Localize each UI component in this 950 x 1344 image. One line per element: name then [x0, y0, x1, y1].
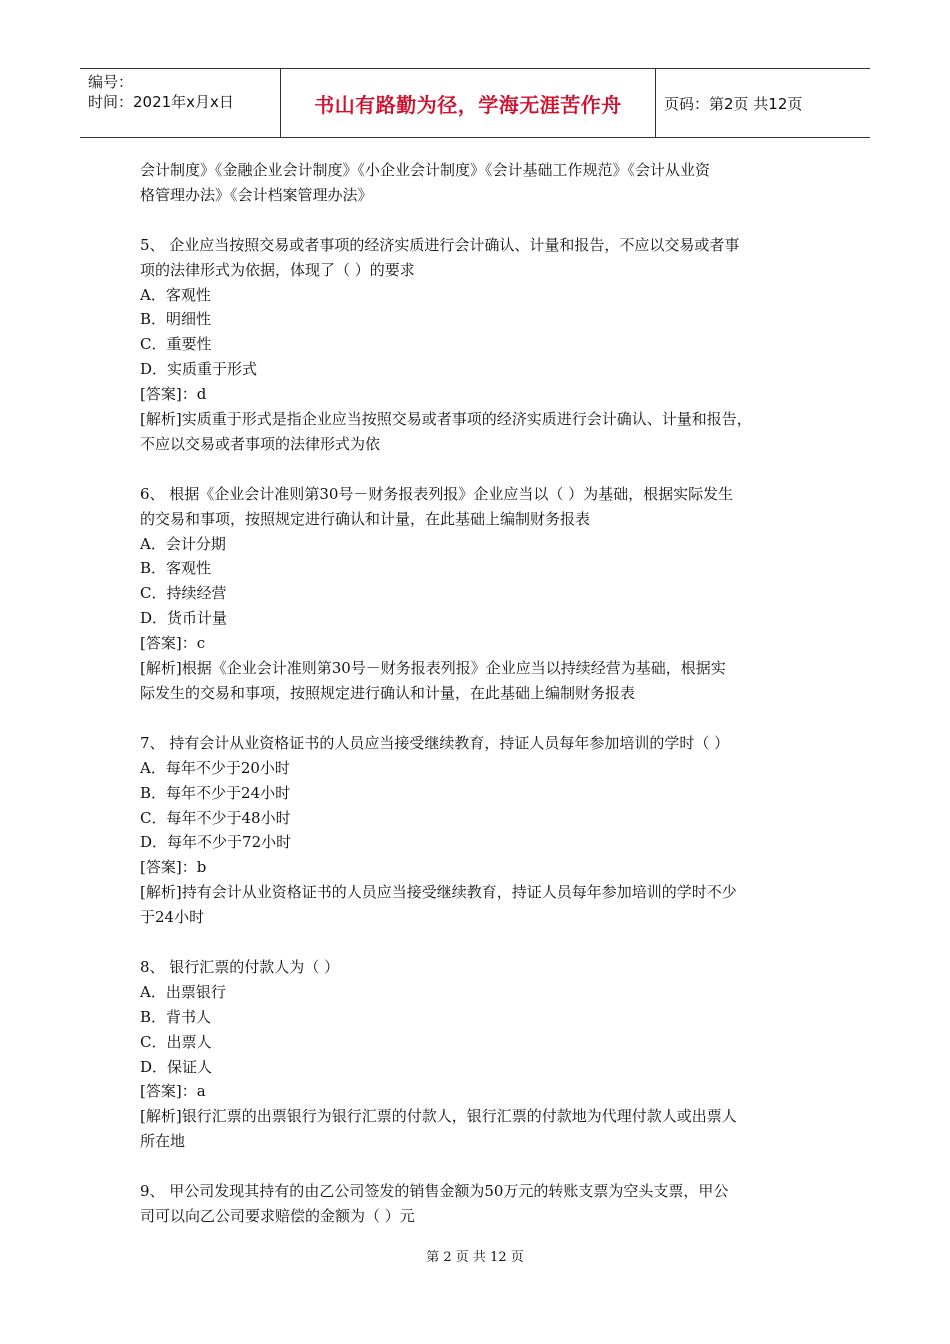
text-line: C．重要性 — [140, 335, 212, 354]
text-line: A．每年不少于20小时 — [140, 758, 290, 777]
text-line: [解析]根据《企业会计准则第30号－财务报表列报》企业应当以持续经营为基础，根据实 — [140, 659, 726, 678]
text-line: D．每年不少于72小时 — [140, 833, 292, 852]
text-line: 的交易和事项，按照规定进行确认和计量，在此基础上编制财务报表 — [140, 509, 591, 528]
paragraph-gap — [140, 208, 820, 233]
text-line: 际发生的交易和事项，按照规定进行确认和计量，在此基础上编制财务报表 — [140, 684, 636, 702]
page-header — [80, 68, 870, 138]
text-line: C．每年不少于48小时 — [140, 808, 291, 827]
text-line: 司可以向乙公司要求赔偿的金额为（ ）元 — [140, 1206, 415, 1225]
paragraph-gap — [140, 1154, 820, 1179]
text-line: 会计制度》《金融企业会计制度》《小企业会计制度》《会计基础工作规范》《会计从业资 — [140, 161, 711, 179]
text-line: 7、 持有会计从业资格证书的人员应当接受继续教育，持证人员每年参加培训的学时（ ） — [140, 733, 730, 752]
text-line: 8、 银行汇票的付款人为（ ） — [140, 957, 340, 976]
header-motto: 书山有路勤为径，学海无涯苦作舟 — [314, 92, 622, 117]
text-line: B．背书人 — [140, 1007, 212, 1026]
text-line: [解析]持有会计从业资格证书的人员应当接受继续教育，持证人员每年参加培训的学时不少 — [140, 883, 737, 902]
text-line: D．保证人 — [140, 1057, 213, 1076]
text-line: C．持续经营 — [140, 584, 227, 603]
text-line: [答案]：a — [140, 1082, 206, 1101]
header-date: 时间：2021年x月x日 — [88, 93, 234, 111]
text-line: 于24小时 — [140, 908, 205, 927]
text-line: D．实质重于形式 — [140, 360, 258, 379]
text-line: 项的法律形式为依据，体现了（ ）的要求 — [140, 260, 415, 279]
header-divider-right — [655, 69, 656, 137]
document-body — [140, 158, 820, 1229]
text-line: B．客观性 — [140, 559, 212, 578]
paragraph-gap — [140, 930, 820, 955]
paragraph-gap — [140, 457, 820, 482]
text-line: [答案]：c — [140, 634, 206, 653]
text-line: 6、 根据《企业会计准则第30号－财务报表列报》企业应当以（ ）为基础，根据实际发生 — [140, 484, 734, 503]
text-line: B．每年不少于24小时 — [140, 783, 291, 802]
header-page-info: 页码：第2页 共12页 — [664, 94, 803, 113]
header-number-label: 编号： — [88, 73, 134, 91]
text-line: C．出票人 — [140, 1032, 212, 1051]
text-line: 5、 企业应当按照交易或者事项的经济实质进行会计确认、计量和报告，不应以交易或者事 — [140, 235, 740, 254]
text-line: A．会计分期 — [140, 534, 226, 553]
text-line: A．出票银行 — [140, 982, 226, 1001]
paragraph-gap — [140, 706, 820, 731]
header-meta — [80, 69, 280, 137]
page-footer: 第 2 页 共 12 页 — [426, 1250, 524, 1265]
text-line: [答案]：b — [140, 858, 207, 877]
text-line: 9、 甲公司发现其持有的由乙公司签发的销售金额为50万元的转账支票为空头支票，甲公 — [140, 1182, 729, 1201]
text-line: B．明细性 — [140, 310, 212, 329]
text-line: 所在地 — [140, 1132, 186, 1151]
text-line: [解析]实质重于形式是指企业应当按照交易或者事项的经济实质进行会计确认、计量和报告， — [140, 410, 752, 429]
text-line: [答案]：d — [140, 385, 207, 404]
text-line: 不应以交易或者事项的法律形式为依 — [140, 434, 381, 453]
text-line: 格管理办法》《会计档案管理办法》 — [140, 185, 373, 204]
text-line: D．货币计量 — [140, 609, 228, 628]
text-line: A．客观性 — [140, 285, 211, 304]
text-line: [解析]银行汇票的出票银行为银行汇票的付款人，银行汇票的付款地为代理付款人或出票人 — [140, 1107, 737, 1126]
